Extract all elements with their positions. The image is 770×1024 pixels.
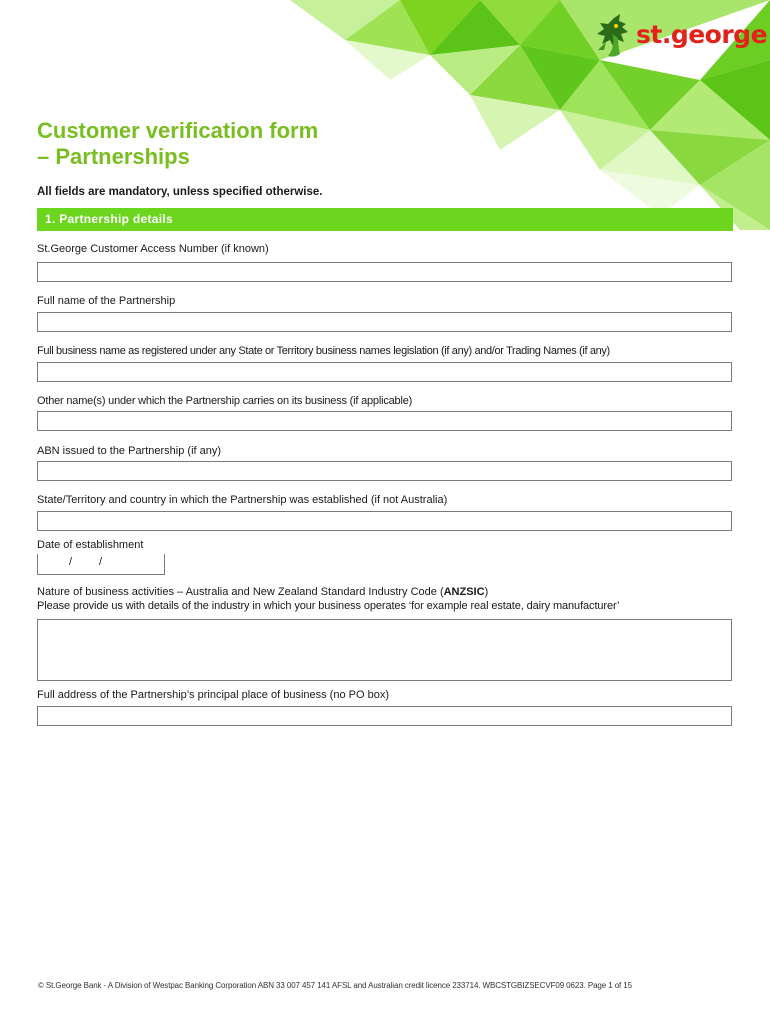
page-title: [37, 118, 318, 170]
abn-field[interactable]: [37, 461, 732, 481]
anzsic-label-prefix: Nature of business activities – Australia and New Zealand Standard Industry Code (: [37, 586, 444, 598]
anzsic-help-text: Please provide us with details of the industry in which your business operates ‘for example real estate, dairy manufacturer’: [37, 600, 620, 612]
page-footer: © St.George Bank - A Division of Westpac Banking Corporation ABN 33 007 457 141 AFSL and Australian credit licence 233714. WBCSTGBIZSECVF09 0623. Page 1 of 15: [38, 981, 632, 990]
partnership-name-field[interactable]: [37, 312, 732, 332]
principal-address-label: Full address of the Partnership’s principal place of business (no PO box): [37, 689, 389, 701]
page-title-line2: – Partnerships: [37, 144, 190, 169]
stgeorge-logo: [594, 10, 768, 66]
partnership-name-label: Full name of the Partnership: [37, 295, 176, 307]
business-name-field[interactable]: [37, 362, 732, 382]
other-names-field[interactable]: [37, 411, 732, 431]
dragon-icon: [594, 12, 634, 64]
state-country-label: State/Territory and country in which the Partnership was established (if not Australia): [37, 494, 448, 506]
anzsic-label-suffix: ): [484, 586, 489, 598]
anzsic-label: [37, 586, 488, 598]
other-names-label: Other name(s) under which the Partnership carries on its business (if applicable): [37, 395, 413, 407]
customer-access-number-label: St.George Customer Access Number (if known): [37, 243, 269, 255]
principal-address-field[interactable]: [37, 706, 732, 726]
section-header-label: 1. Partnership details: [45, 212, 173, 226]
logo-wordmark: st.george: [636, 20, 768, 49]
establishment-date-label: Date of establishment: [37, 539, 144, 551]
abn-label: ABN issued to the Partnership (if any): [37, 445, 222, 457]
establishment-date-field[interactable]: [37, 554, 165, 575]
state-country-field[interactable]: [37, 511, 732, 531]
anzsic-textarea[interactable]: [37, 619, 732, 681]
page-title-line1: Customer verification form: [37, 118, 319, 143]
date-separator: /: [69, 556, 73, 568]
mandatory-note: All fields are mandatory, unless specified otherwise.: [37, 186, 323, 198]
business-name-label: Full business name as registered under any State or Territory business names legislation (if any) and/or Trading Names (if any): [37, 345, 610, 357]
anzsic-code: ANZSIC: [443, 586, 485, 598]
date-separator: /: [99, 556, 103, 568]
customer-access-number-field[interactable]: [37, 262, 732, 282]
section-header: [37, 208, 733, 231]
